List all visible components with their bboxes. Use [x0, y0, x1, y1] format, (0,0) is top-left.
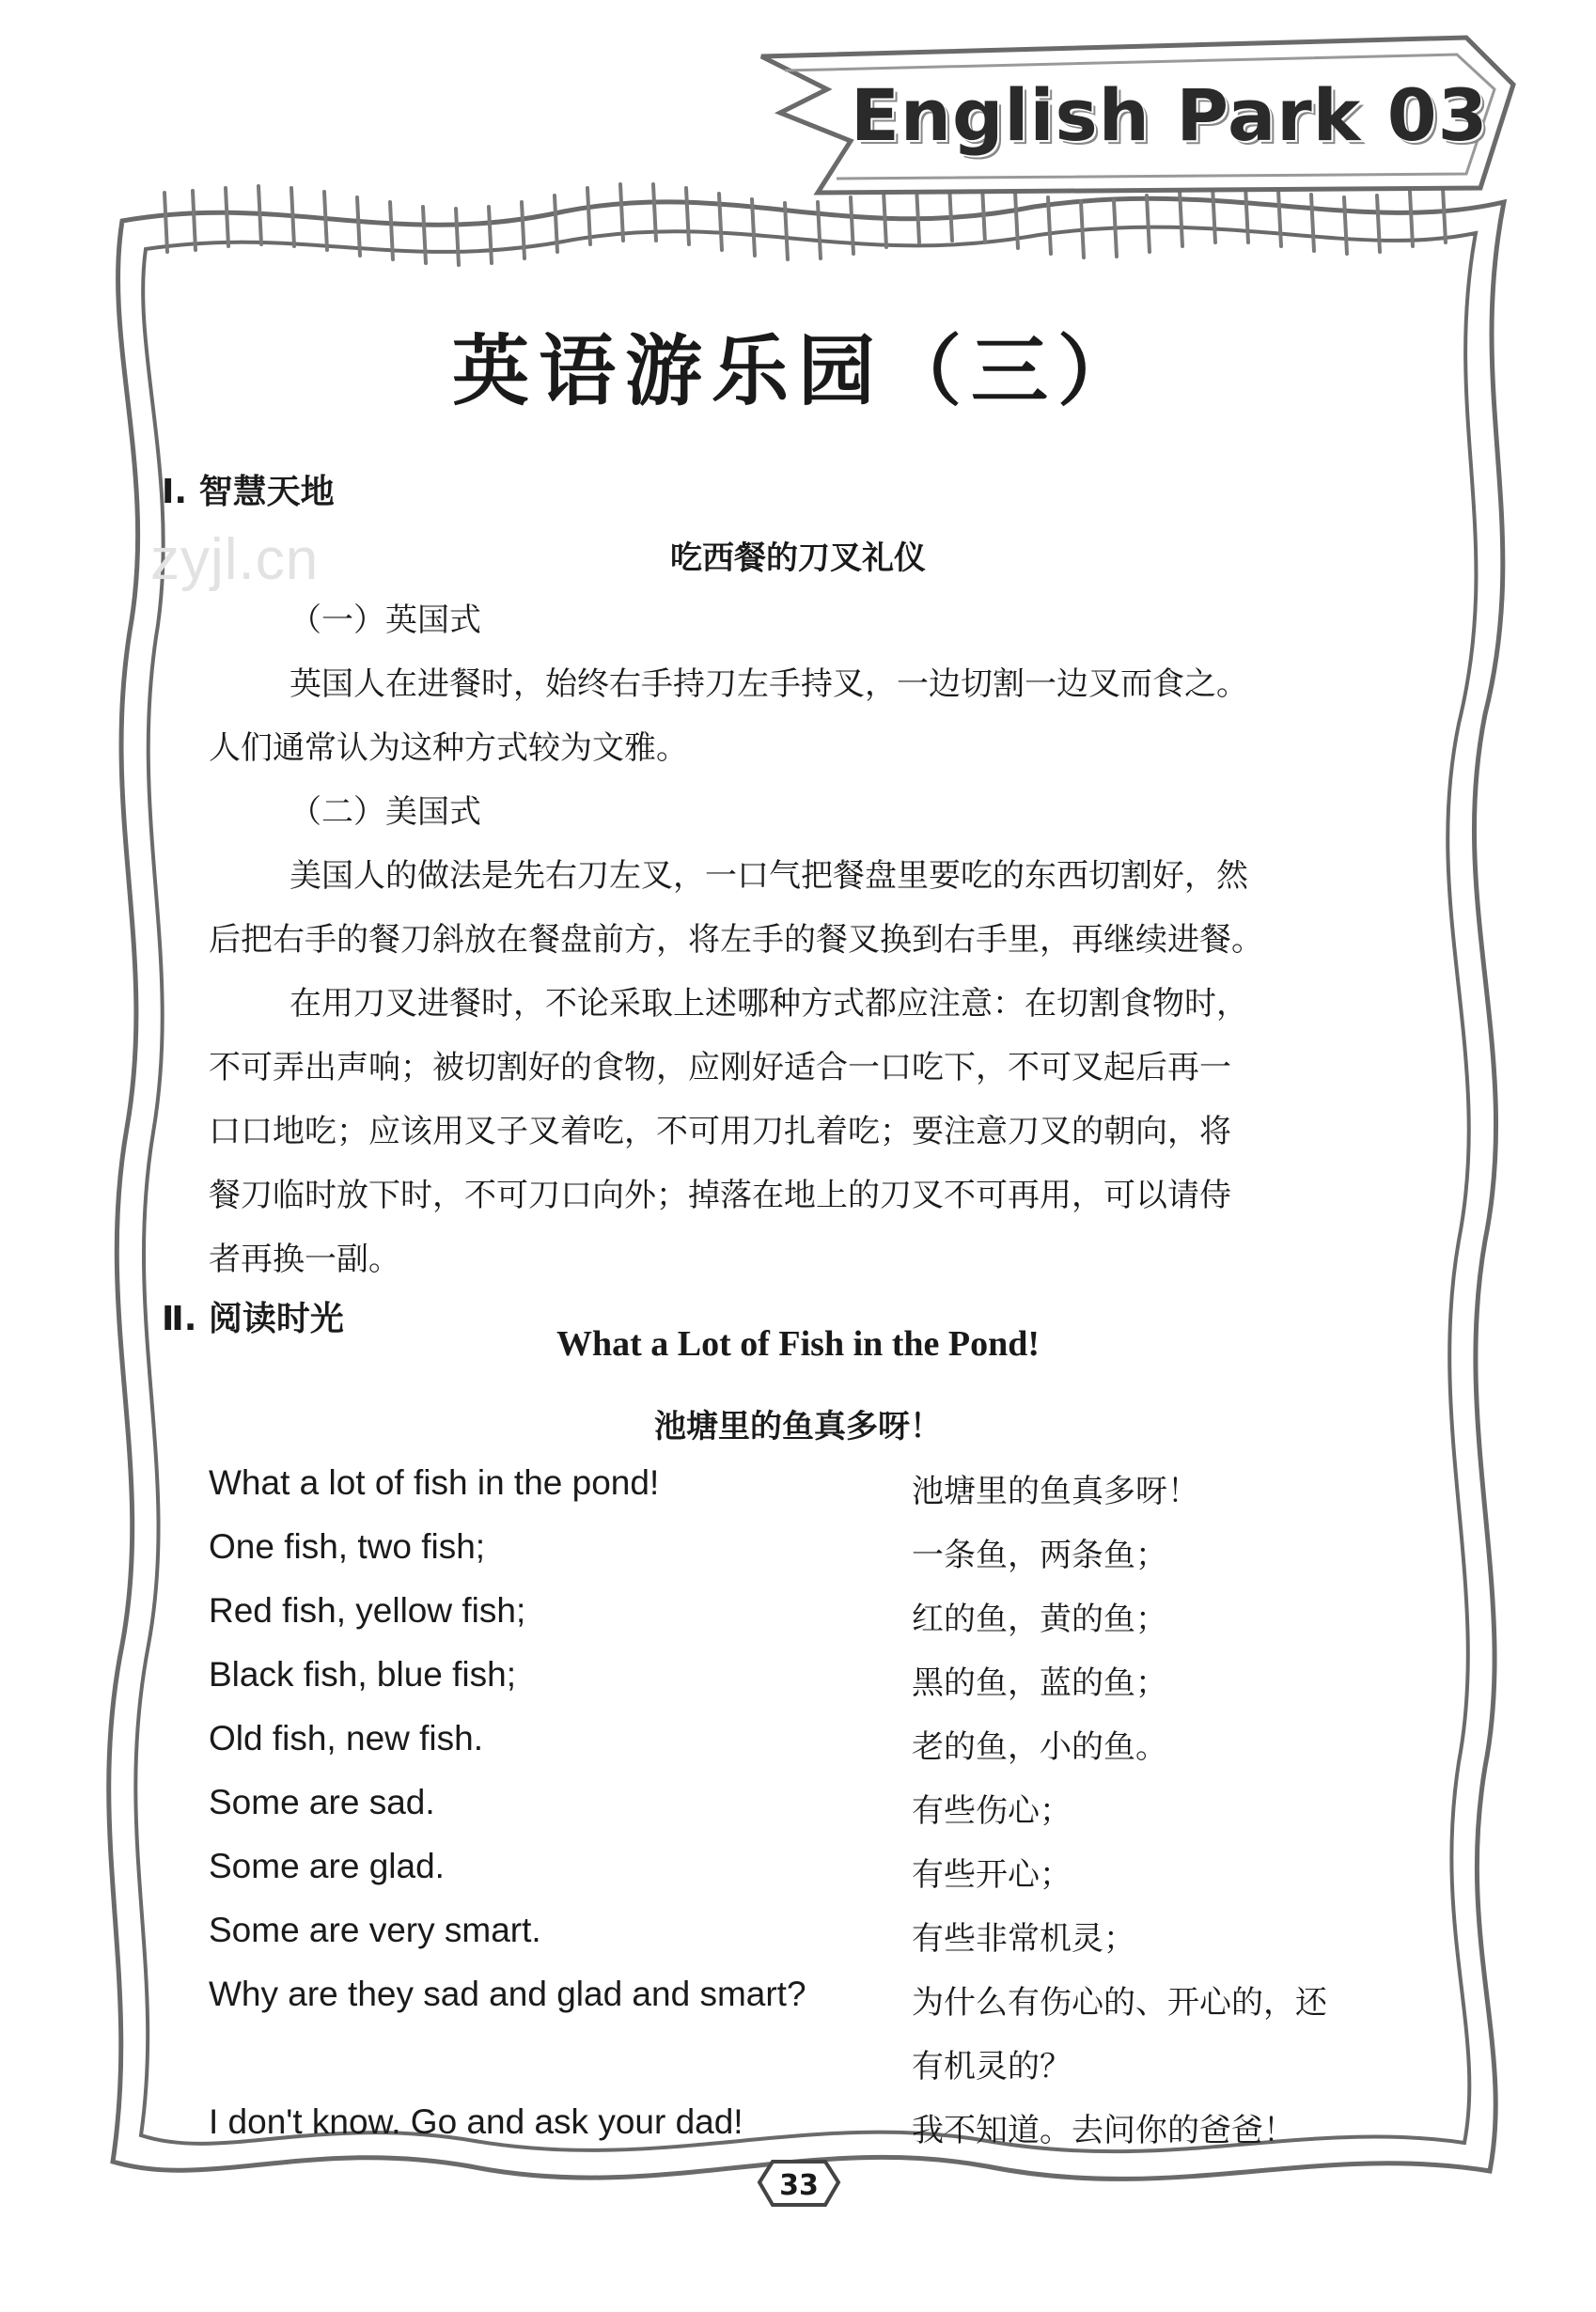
page-number: 33: [779, 2169, 819, 2202]
poem-line-cn: 池塘里的鱼真多呀！: [912, 1473, 1199, 1510]
section1-heading: Ⅰ. 智慧天地: [162, 473, 335, 511]
page-title: 英语游乐园（三）: [451, 327, 1144, 416]
poem-line-en: Some are glad.: [209, 1847, 445, 1885]
article-line: （二）美国式: [289, 793, 481, 831]
poem-line-en: One fish, two fish;: [209, 1527, 486, 1566]
article-line: 在用刀叉进餐时，不论采取上述哪种方式都应注意：在切割食物时，: [289, 985, 1248, 1023]
poem-line-cn: 有些伤心；: [912, 1792, 1072, 1830]
poem-line-en: I don't know. Go and ask your dad!: [209, 2102, 743, 2141]
section2-heading: Ⅱ. 阅读时光: [162, 1300, 344, 1338]
poem-line-en: Black fish, blue fish;: [209, 1655, 516, 1694]
poem-line-en: Some are sad.: [209, 1783, 435, 1821]
article-line: 英国人在进餐时，始终右手持刀左手持叉，一边切割一边叉而食之。: [289, 665, 1248, 703]
article-line: 口口地吃；应该用叉子叉着吃，不可用刀扎着吃；要注意刀叉的朝向，将: [209, 1113, 1231, 1150]
poem-line-cn: 为什么有伤心的、开心的，还: [912, 1984, 1327, 2022]
poem-line-en: Why are they sad and glad and smart?: [209, 1975, 806, 2013]
poem-line-en: What a lot of fish in the pond!: [209, 1463, 660, 1502]
poem-line-cn: 红的鱼，黄的鱼；: [912, 1601, 1167, 1638]
article-line: 不可弄出声响；被切割好的食物，应刚好适合一口吃下，不可叉起后再一: [209, 1049, 1231, 1086]
header-banner: English Park 03: [851, 73, 1489, 157]
poem-line-cn: 有些非常机灵；: [912, 1920, 1135, 1958]
poem-line-cn: 一条鱼，两条鱼；: [912, 1537, 1167, 1574]
poem-line-cn: 老的鱼，小的鱼。: [912, 1728, 1167, 1766]
poem-line-en: Some are very smart.: [209, 1911, 541, 1949]
article-line: 餐刀临时放下时，不可刀口向外；掉落在地上的刀叉不可再用，可以请侍: [209, 1177, 1231, 1214]
poem-line-en: Old fish, new fish.: [209, 1719, 484, 1757]
poem-line-cn: 我不知道。去问你的爸爸！: [912, 2112, 1295, 2149]
watermark: zyjl.cn: [150, 527, 320, 592]
article-line: 美国人的做法是先右刀左叉，一口气把餐盘里要吃的东西切割好，然: [289, 857, 1248, 895]
article-line: 人们通常认为这种方式较为文雅。: [209, 729, 688, 767]
poem-line-cn: 有些开心；: [912, 1856, 1072, 1894]
poem-title-en: What a Lot of Fish in the Pond!: [555, 1324, 1041, 1364]
poem-line-en: Red fish, yellow fish;: [209, 1591, 526, 1630]
poem-line-cn: 有机灵的？: [912, 2048, 1072, 2085]
article-line: 者再换一副。: [209, 1241, 400, 1278]
poem-line-cn: 黑的鱼，蓝的鱼；: [912, 1664, 1167, 1702]
poem-title-cn: 池塘里的鱼真多呀！: [654, 1408, 942, 1445]
article-line: （一）英国式: [289, 601, 481, 639]
article-line: 后把右手的餐刀斜放在餐盘前方，将左手的餐叉换到右手里，再继续进餐。: [209, 921, 1263, 959]
article-title: 吃西餐的刀叉礼仪: [670, 539, 926, 577]
